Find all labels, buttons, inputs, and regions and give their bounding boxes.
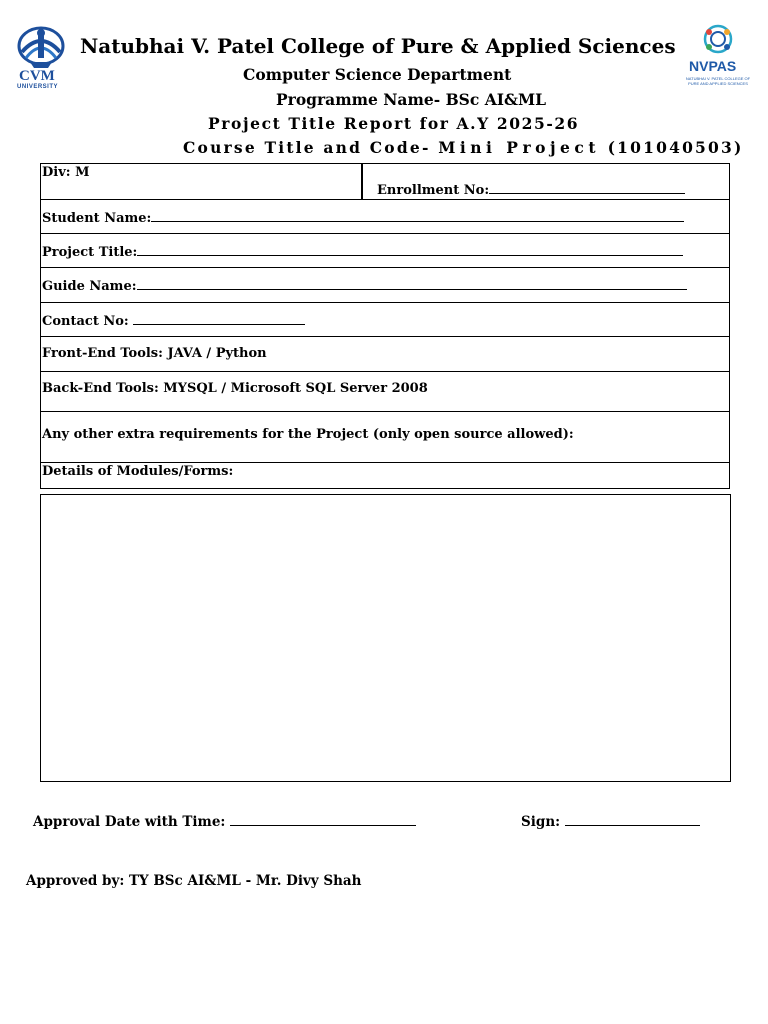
contact-label: Contact No: xyxy=(42,314,134,329)
approved-by: Approved by: TY BSc AI&ML - Mr. Divy Shah xyxy=(26,873,362,889)
student-name-label: Student Name: xyxy=(42,211,152,226)
modules-details-box[interactable] xyxy=(40,494,731,782)
department-title: Computer Science Department xyxy=(243,65,512,84)
nvpas-logo-text: NVPAS xyxy=(689,58,737,74)
cvm-university-logo xyxy=(10,24,72,94)
course-name: Mini Project xyxy=(438,138,601,157)
approval-date-line xyxy=(230,813,416,826)
cvm-logo-text: CVM xyxy=(19,68,55,84)
student-name-line xyxy=(151,209,684,222)
guide-name-row xyxy=(41,268,729,303)
approval-date-field[interactable] xyxy=(33,813,416,830)
guide-name-line xyxy=(137,277,687,290)
sign-line xyxy=(565,813,700,826)
cvm-logo-subtext: UNIVERSITY xyxy=(17,84,59,90)
course-title xyxy=(183,138,744,157)
enrollment-field[interactable] xyxy=(377,181,685,198)
project-title-label: Project Title: xyxy=(42,245,138,260)
project-form xyxy=(40,163,730,489)
frontend-row xyxy=(41,337,729,372)
nvpas-logo xyxy=(682,22,754,90)
frontend-label: Front-End Tools: JAVA / Python xyxy=(42,346,267,361)
row-divider xyxy=(361,164,363,200)
report-title: Project Title Report for A.Y 2025-26 xyxy=(208,114,580,133)
course-title-prefix: Course Title and Code- xyxy=(183,138,439,157)
extra-requirements-label: Any other extra requirements for the Project (only open source allowed): xyxy=(42,427,574,442)
student-name-row xyxy=(41,200,729,234)
programme-name: Programme Name- BSc AI&ML xyxy=(276,90,547,109)
extra-requirements-row xyxy=(41,412,729,463)
sign-field[interactable] xyxy=(521,813,700,830)
nvpas-logo-subtext: NATUBHAI V. PATEL COLLEGE OF PURE AND APPLIED SCIENCES xyxy=(685,76,751,86)
modules-row xyxy=(41,463,729,490)
guide-name-label: Guide Name: xyxy=(42,279,137,294)
approval-date-label: Approval Date with Time: xyxy=(33,814,231,830)
project-title-row xyxy=(41,234,729,268)
project-title-field[interactable] xyxy=(42,243,683,260)
college-title: Natubhai V. Patel College of Pure & Applied Sciences xyxy=(80,34,676,58)
div-enrollment-row xyxy=(41,164,729,200)
enrollment-label: Enrollment No: xyxy=(377,183,490,198)
student-name-field[interactable] xyxy=(42,209,684,226)
backend-row xyxy=(41,372,729,412)
course-code: (101040503) xyxy=(600,138,744,157)
contact-line xyxy=(133,312,305,325)
contact-row xyxy=(41,303,729,337)
enrollment-line xyxy=(489,181,685,194)
modules-label: Details of Modules/Forms: xyxy=(42,464,234,479)
sign-label: Sign: xyxy=(521,814,565,830)
backend-label: Back-End Tools: MYSQL / Microsoft SQL Server 2008 xyxy=(42,381,428,396)
contact-field[interactable] xyxy=(42,312,305,329)
guide-name-field[interactable] xyxy=(42,277,687,294)
project-title-line xyxy=(137,243,683,256)
div-label: Div: M xyxy=(42,165,90,180)
